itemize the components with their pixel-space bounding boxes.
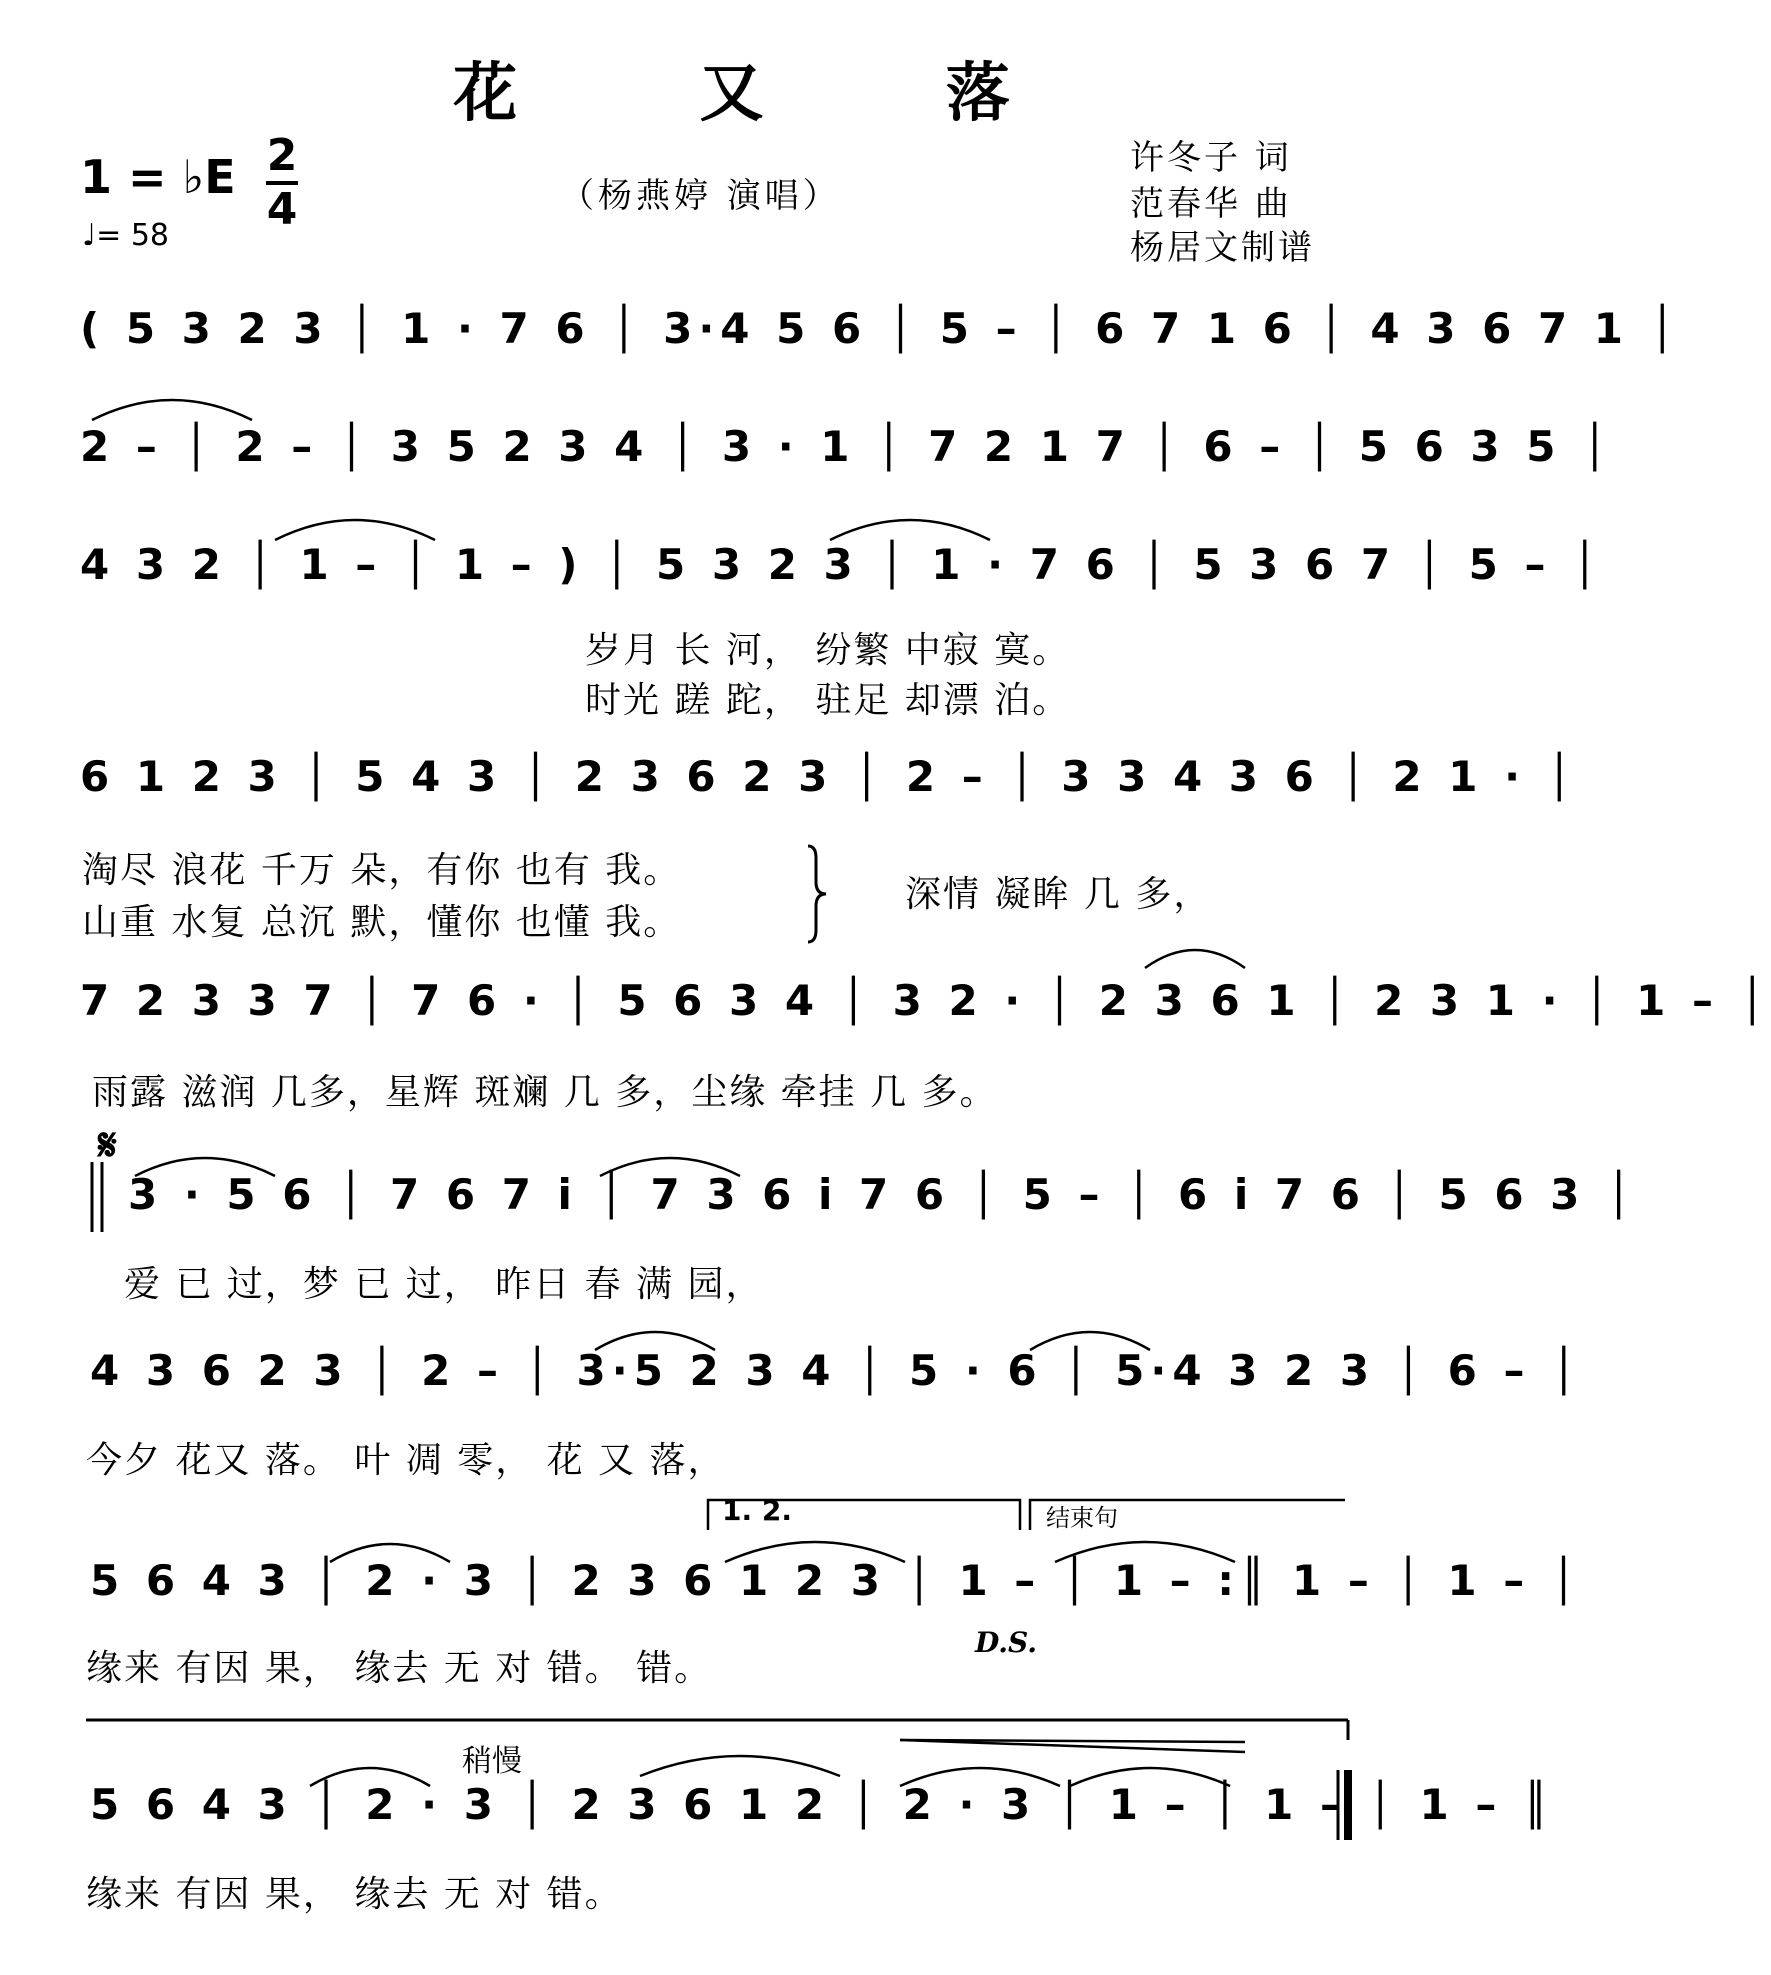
segno-sign: 𝄋 (98, 1120, 117, 1171)
tie-row5 (1145, 950, 1245, 968)
lyric-row-7: 今夕 花又 落。 叶 凋 零， 花 又 落， (86, 1440, 726, 1481)
composer-credit: 范春华 曲 (1130, 184, 1292, 224)
lyric-row-8: 缘来 有因 果， 缘去 无 对 错。 错。 (86, 1648, 713, 1689)
song-title: 花 又 落 (453, 56, 1090, 131)
dal-segno-mark: D.S. (975, 1626, 1038, 1659)
lyricist-credit: 许冬子 词 (1130, 138, 1292, 178)
tie-row3b (830, 520, 990, 540)
meter-bottom: 4 (266, 184, 298, 235)
notation-row-7: 4 3 6 2 3 │ 2 – │ 3·5 2 3 4 │ 5 · 6 │ 5·4 3 2 3 │ 6 – │ (90, 1346, 1583, 1395)
notation-row-1: ( 5 3 2 3 │ 1 · 7 6 │ 3·4 5 6 │ 5 – │ 6 7 1 6 │ 4 3 6 7 1 │ (80, 304, 1681, 353)
key-signature: 1 = ♭E (80, 150, 236, 204)
tie-row8c (1055, 1542, 1235, 1562)
tie-row9b (900, 1768, 1060, 1786)
volta-ending: 结束句 (1046, 1504, 1118, 1532)
tie-row8b (725, 1542, 905, 1562)
slur-row6b (600, 1158, 740, 1176)
slur-row6 (135, 1158, 275, 1176)
lyric-row-4-shared: 深情 凝眸 几 多， (905, 874, 1212, 915)
verse-brace (808, 846, 826, 942)
transcriber-credit: 杨居文制谱 (1130, 228, 1315, 268)
tie-row8 (330, 1544, 450, 1562)
volta-1-2: 1. 2. (722, 1494, 792, 1527)
lyric-row-9: 缘来 有因 果， 缘去 无 对 错。 (86, 1874, 623, 1915)
notation-row-6: 3 · 5 6 │ 7 6 7 i │ 7 3 6 i 7 6 │ 5 – │ 6 i 7 6 │ 5 6 3 │ (128, 1170, 1638, 1219)
notation-row-2: 2 – │ 2 – │ 3 5 2 3 4 │ 3 · 1 │ 7 2 1 7 │ 6 – │ 5 6 3 5 │ (80, 422, 1614, 471)
notation-row-8: 5 6 4 3 │ 2 · 3 │ 2 3 6 1 2 3 │ 1 – │ 1 – :║ 1 – │ 1 – │ (90, 1556, 1583, 1605)
lyric-row-3-verse-2: 时光 蹉 跎， 驻足 却漂 泊。 (585, 680, 1071, 721)
tie-row9 (310, 1768, 430, 1786)
tie-row9c (1070, 1768, 1230, 1786)
slur-row7b (1030, 1332, 1150, 1350)
lyric-row-6: 爱 已 过，梦 已 过， 昨日 春 满 园， (124, 1264, 764, 1305)
volta-bracket-2 (1030, 1500, 1345, 1530)
slur-row7 (595, 1332, 715, 1350)
notation-row-3: 4 3 2 │ 1 – │ 1 – ) │ 5 3 2 3 │ 1 · 7 6 │ 5 3 6 7 │ 5 – │ (80, 540, 1604, 589)
singer-credit: （杨燕婷 演唱） (560, 176, 841, 216)
lyric-row-5: 雨露 滋润 几多，星辉 斑斓 几 多，尘缘 牵挂 几 多。 (92, 1072, 998, 1113)
tie-row2 (92, 400, 252, 420)
lyric-row-4-verse-1: 淘尽 浪花 千万 朵，有你 也有 我。 (82, 850, 682, 891)
lyric-row-3-verse-1: 岁月 长 河， 纷繁 中寂 寞。 (585, 630, 1071, 671)
tie-row3 (275, 520, 435, 540)
lyric-row-4-verse-2: 山重 水复 总沉 默，懂你 也懂 我。 (82, 902, 682, 943)
slur-row9 (640, 1756, 840, 1776)
tempo-slower-mark: 稍慢 (462, 1744, 522, 1779)
notation-row-4: 6 1 2 3 │ 5 4 3 │ 2 3 6 2 3 │ 2 – │ 3 3 4 3 6 │ 2 1 · │ (80, 752, 1578, 801)
notation-row-9: 5 6 4 3 │ 2 · 3 │ 2 3 6 1 2 │ 2 · 3 │ 1 – │ 1 – │ 1 – ║ (90, 1780, 1555, 1829)
notation-row-5: 7 2 3 3 7 │ 7 6 · │ 5 6 3 4 │ 3 2 · │ 2 3 6 1 │ 2 3 1 · │ 1 – │ (80, 976, 1771, 1025)
volta-bracket-1 (708, 1500, 1020, 1530)
meter-top: 2 (266, 130, 298, 181)
tempo-marking: ♩= 58 (82, 218, 169, 253)
